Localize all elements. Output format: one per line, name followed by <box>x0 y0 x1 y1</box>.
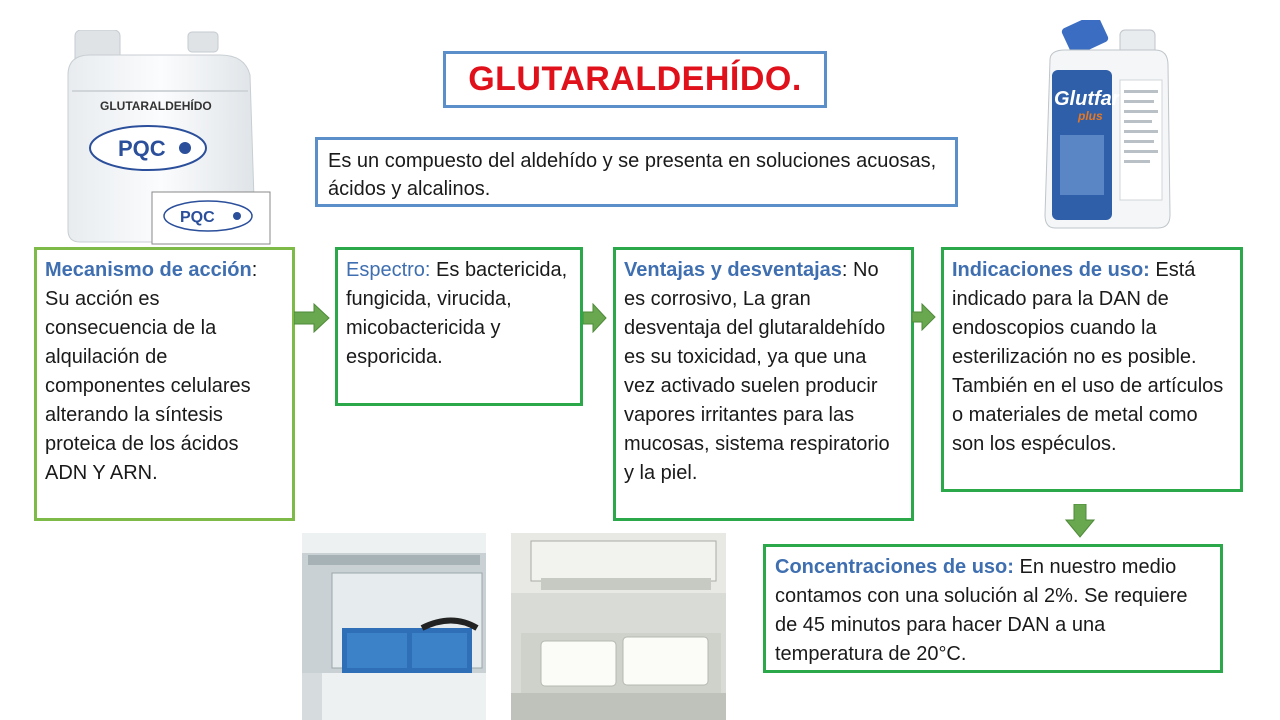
page-title: GLUTARALDEHÍDO. <box>468 60 802 98</box>
card-espectro <box>335 247 583 406</box>
down-arrow-icon <box>1065 504 1095 538</box>
right-arrow-icon <box>294 303 330 333</box>
card-ventajas <box>613 247 914 521</box>
disinfection-station-photo <box>302 533 486 720</box>
right-arrow-icon <box>912 303 936 331</box>
concentraciones-heading: Concentraciones de uso <box>775 556 1008 578</box>
bottle-label-text: GLUTARALDEHÍDO <box>100 99 212 113</box>
card-indicaciones <box>941 247 1243 492</box>
concentraciones-colon: : <box>1007 556 1014 578</box>
espectro-heading: Espectro: <box>346 259 431 281</box>
espectro-body: Es bactericida, fungicida, virucida, micobactericida y esporicida. <box>346 259 568 368</box>
title-box <box>443 51 827 108</box>
glutfar-brand-text: Glutfar <box>1054 88 1120 110</box>
right-arrow-icon <box>583 303 607 333</box>
glutfar-bottle-image <box>1040 20 1175 230</box>
card-concentraciones <box>763 544 1223 673</box>
indicaciones-body: Está indicado para la DAN de endoscopios cuando la esterilización no es posible. También en el uso de artículos o materiales de metal como son los espéculos. <box>952 259 1224 455</box>
soaking-tray-photo <box>511 533 726 720</box>
concentraciones-body: En nuestro medio contamos con una solución al 2%. Se requiere de 45 minutos para hacer DAN a una temperatura de 20°C. <box>775 556 1188 665</box>
description-box <box>315 137 958 207</box>
sticker-brand-text: PQC <box>180 209 215 226</box>
bottle-brand-text: PQC <box>118 136 166 161</box>
mecanismo-body: : Su acción es consecuencia de la alquilación de componentes celulares alterando la síntesis proteica de los ácidos ADN Y ARN. <box>45 259 258 484</box>
glutaraldehyde-bottle-image <box>60 30 280 245</box>
card-mecanismo <box>34 247 295 521</box>
ventajas-body: : No es corrosivo, La gran desventaja del glutaraldehído es su toxicidad, ya que una vez activado suelen producir vapores irritantes para las mucosas, sistema respiratorio y la piel. <box>624 259 890 484</box>
description-text: Es un compuesto del aldehído y se presenta en soluciones acuosas, ácidos y alcalinos. <box>328 150 937 200</box>
mecanismo-heading: Mecanismo de acción <box>45 259 252 281</box>
ventajas-heading: Ventajas y desventajas <box>624 259 842 281</box>
indicaciones-heading: Indicaciones de uso: <box>952 259 1150 281</box>
glutfar-sub-text: plus <box>1078 109 1103 123</box>
